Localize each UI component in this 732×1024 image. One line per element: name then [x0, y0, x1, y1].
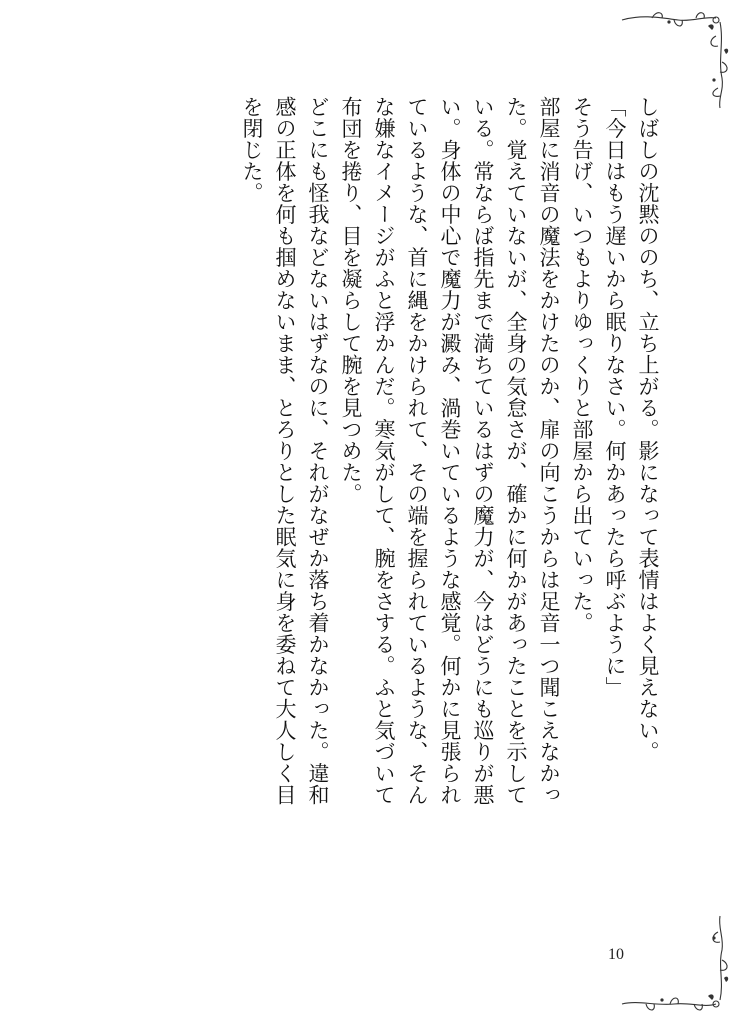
page-number: 10 — [608, 946, 624, 963]
vertical-text-body — [235, 96, 664, 816]
paragraph: 「今日はもう遅いから眠りなさい。何かあったら呼ぶように」 — [603, 96, 627, 698]
paragraph: そう告げ、いつもよりゆっくりと部屋から出ていった。 — [570, 96, 594, 634]
floral-corner-ornament-bottom-icon — [612, 908, 732, 1018]
paragraph: 部屋に消音の魔法をかけたのか、扉の向こうからは足音一つ聞こえなかった。覚えていないが、全身の気怠さが、確かに何かがあったことを示している。常ならば指先まで満ちているはずの魔力が、今はどうにも巡りが悪い。身体の中心で魔力が澱み、渦巻いているような感覚。何かに見張られているような、首に縄をかけられて、その端を握られているような、そんな嫌なイメージがふと浮かんだ。寒気がして、腕をさする。ふと気づいて布団を捲り、目を凝らして腕を見つめた。 — [339, 96, 561, 806]
paragraph: どこにも怪我などないはずなのに、それがなぜか落ち着かなかった。違和感の正体を何も掴めないまま、とろりとした眠気に身を委ねて大人しく目を閉じた。 — [240, 96, 330, 806]
paragraph: しばしの沈黙ののち、立ち上がる。影になって表情はよく見えない。 — [636, 96, 660, 763]
